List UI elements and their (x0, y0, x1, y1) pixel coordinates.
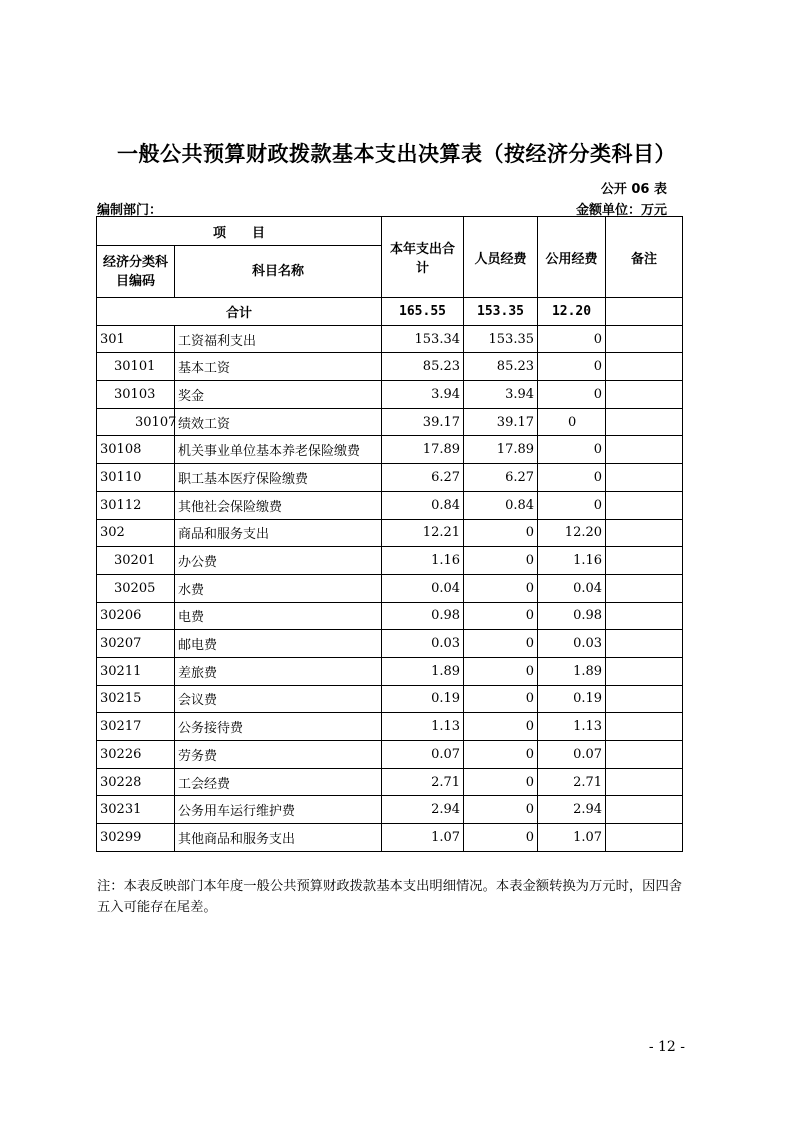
row-code: 30228 (97, 768, 175, 796)
row-personnel: 0 (464, 519, 538, 547)
table-row (97, 547, 683, 575)
row-name: 机关事业单位基本养老保险缴费 (175, 436, 382, 464)
row-name: 邮电费 (175, 630, 382, 658)
row-public: 1.16 (538, 547, 606, 575)
row-total: 0.84 (382, 491, 464, 519)
row-remark (606, 796, 683, 824)
row-personnel: 153.35 (464, 325, 538, 353)
row-personnel: 0 (464, 574, 538, 602)
row-total: 153.34 (382, 325, 464, 353)
row-total: 17.89 (382, 436, 464, 464)
row-public: 0 (538, 436, 606, 464)
row-personnel: 0 (464, 547, 538, 575)
row-personnel: 6.27 (464, 464, 538, 492)
expenditure-table (96, 216, 683, 852)
row-name: 电费 (175, 602, 382, 630)
row-code: 30215 (97, 685, 175, 713)
row-name: 其他社会保险缴费 (175, 491, 382, 519)
total-amount: 165.55 (382, 298, 464, 326)
row-public: 0 (538, 408, 606, 436)
row-name: 办公费 (175, 547, 382, 575)
row-code: 30217 (97, 713, 175, 741)
table-row (97, 574, 683, 602)
row-code: 301 (97, 325, 175, 353)
table-row (97, 325, 683, 353)
row-total: 39.17 (382, 408, 464, 436)
row-total: 6.27 (382, 464, 464, 492)
row-total: 3.94 (382, 381, 464, 409)
row-remark (606, 685, 683, 713)
row-public: 0 (538, 353, 606, 381)
row-personnel: 0.84 (464, 491, 538, 519)
page-number: - 12 - (648, 1039, 685, 1055)
row-public: 1.07 (538, 824, 606, 852)
row-code: 30107 (97, 408, 175, 436)
row-remark (606, 630, 683, 658)
row-personnel: 0 (464, 824, 538, 852)
row-public: 2.71 (538, 768, 606, 796)
row-name: 奖金 (175, 381, 382, 409)
row-remark (606, 464, 683, 492)
header-code: 经济分类科目编码 (97, 246, 175, 298)
row-total: 1.07 (382, 824, 464, 852)
row-total: 2.94 (382, 796, 464, 824)
row-remark (606, 824, 683, 852)
row-remark (606, 325, 683, 353)
header-row-1 (97, 217, 683, 246)
row-personnel: 0 (464, 657, 538, 685)
row-name: 公务用车运行维护费 (175, 796, 382, 824)
row-remark (606, 519, 683, 547)
row-personnel: 0 (464, 741, 538, 769)
row-code: 30211 (97, 657, 175, 685)
row-code: 30110 (97, 464, 175, 492)
row-total: 12.21 (382, 519, 464, 547)
table-row (97, 519, 683, 547)
row-code: 30226 (97, 741, 175, 769)
row-personnel: 0 (464, 685, 538, 713)
unit-label: 金额单位：万元 (575, 203, 667, 218)
table-row (97, 768, 683, 796)
row-code: 302 (97, 519, 175, 547)
row-code: 30101 (97, 353, 175, 381)
row-total: 1.16 (382, 547, 464, 575)
row-remark (606, 353, 683, 381)
row-personnel: 17.89 (464, 436, 538, 464)
table-row (97, 491, 683, 519)
row-public: 0 (538, 325, 606, 353)
page-title: 一般公共预算财政拨款基本支出决算表（按经济分类科目） (117, 142, 676, 166)
row-remark (606, 657, 683, 685)
table-row (97, 685, 683, 713)
row-code: 30231 (97, 796, 175, 824)
table-row (97, 630, 683, 658)
table-row (97, 796, 683, 824)
row-code: 30112 (97, 491, 175, 519)
row-personnel: 85.23 (464, 353, 538, 381)
total-label: 合计 (97, 298, 382, 326)
row-total: 0.19 (382, 685, 464, 713)
row-personnel: 0 (464, 713, 538, 741)
header-total: 本年支出合计 (382, 217, 464, 298)
form-number: 公开 06 表 (600, 182, 667, 197)
table-row (97, 657, 683, 685)
row-name: 职工基本医疗保险缴费 (175, 464, 382, 492)
row-public: 2.94 (538, 796, 606, 824)
row-name: 会议费 (175, 685, 382, 713)
table-row (97, 353, 683, 381)
row-remark (606, 436, 683, 464)
row-public: 12.20 (538, 519, 606, 547)
row-personnel: 39.17 (464, 408, 538, 436)
row-public: 1.13 (538, 713, 606, 741)
header-item: 项 目 (97, 217, 382, 246)
row-code: 30201 (97, 547, 175, 575)
dept-label: 编制部门： (97, 203, 163, 218)
header-personnel: 人员经费 (464, 217, 538, 298)
row-public: 0.19 (538, 685, 606, 713)
row-remark (606, 741, 683, 769)
header-public: 公用经费 (538, 217, 606, 298)
header-name: 科目名称 (175, 246, 382, 298)
total-public: 12.20 (538, 298, 606, 326)
row-name: 商品和服务支出 (175, 519, 382, 547)
table-note: 注：本表反映部门本年度一般公共预算财政拨款基本支出明细情况。本表金额转换为万元时，因四舍五入可能存在尾差。 (97, 879, 683, 915)
total-personnel: 153.35 (464, 298, 538, 326)
row-public: 0 (538, 491, 606, 519)
row-name: 基本工资 (175, 353, 382, 381)
row-code: 30205 (97, 574, 175, 602)
table-row (97, 602, 683, 630)
row-code: 30299 (97, 824, 175, 852)
total-row (97, 298, 683, 326)
table-row (97, 408, 683, 436)
row-code: 30207 (97, 630, 175, 658)
table-row (97, 381, 683, 409)
row-public: 0 (538, 464, 606, 492)
row-remark (606, 547, 683, 575)
row-total: 0.07 (382, 741, 464, 769)
row-personnel: 0 (464, 630, 538, 658)
row-name: 公务接待费 (175, 713, 382, 741)
table-row (97, 464, 683, 492)
row-total: 0.98 (382, 602, 464, 630)
row-public: 0.07 (538, 741, 606, 769)
row-remark (606, 713, 683, 741)
row-public: 0.04 (538, 574, 606, 602)
row-name: 其他商品和服务支出 (175, 824, 382, 852)
row-public: 0.98 (538, 602, 606, 630)
row-remark (606, 381, 683, 409)
row-remark (606, 491, 683, 519)
table-row (97, 741, 683, 769)
row-public: 0.03 (538, 630, 606, 658)
row-name: 差旅费 (175, 657, 382, 685)
table-row (97, 436, 683, 464)
row-public: 1.89 (538, 657, 606, 685)
row-remark (606, 408, 683, 436)
row-remark (606, 768, 683, 796)
row-total: 0.03 (382, 630, 464, 658)
row-total: 1.89 (382, 657, 464, 685)
table-row (97, 824, 683, 852)
row-personnel: 0 (464, 796, 538, 824)
row-remark (606, 602, 683, 630)
row-personnel: 0 (464, 602, 538, 630)
row-total: 2.71 (382, 768, 464, 796)
row-total: 0.04 (382, 574, 464, 602)
row-name: 劳务费 (175, 741, 382, 769)
row-code: 30103 (97, 381, 175, 409)
total-remark (606, 298, 683, 326)
table-row (97, 713, 683, 741)
row-code: 30206 (97, 602, 175, 630)
row-name: 工资福利支出 (175, 325, 382, 353)
row-remark (606, 574, 683, 602)
header-remark: 备注 (606, 217, 683, 298)
row-public: 0 (538, 381, 606, 409)
row-name: 工会经费 (175, 768, 382, 796)
row-total: 1.13 (382, 713, 464, 741)
row-personnel: 0 (464, 768, 538, 796)
row-name: 水费 (175, 574, 382, 602)
row-personnel: 3.94 (464, 381, 538, 409)
row-total: 85.23 (382, 353, 464, 381)
row-code: 30108 (97, 436, 175, 464)
row-name: 绩效工资 (175, 408, 382, 436)
